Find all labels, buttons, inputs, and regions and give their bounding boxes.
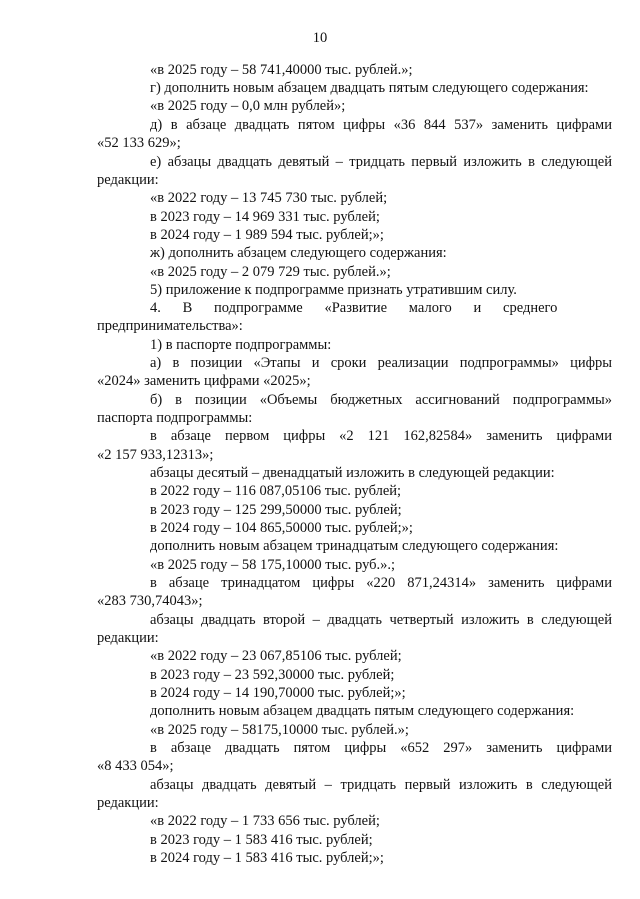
text-line: редакции: (97, 630, 159, 646)
text-line: в абзаце тринадцатом цифры «220 871,24314» заменить цифрами (150, 575, 612, 591)
text-line: в 2022 году – 116 087,05106 тыс. рублей; (150, 483, 402, 499)
text-line: «в 2025 году – 58 741,40000 тыс. рублей.»; (150, 62, 413, 78)
text-line: дополнить новым абзацем тринадцатым следующего содержания: (150, 538, 559, 554)
text-line: «в 2025 году – 58 175,10000 тыс. руб.».; (150, 557, 396, 573)
text-line: «в 2022 году – 1 733 656 тыс. рублей; (150, 813, 380, 829)
text-line: «в 2025 году – 0,0 млн рублей»; (150, 98, 346, 114)
text-line: предпринимательства»: (97, 318, 243, 334)
text-line: г) дополнить новым абзацем двадцать пятым следующего содержания: (150, 80, 589, 96)
text-line: в 2024 году – 1 583 416 тыс. рублей;»; (150, 850, 384, 866)
text-line: д) в абзаце двадцать пятом цифры «36 844 537» заменить цифрами (150, 117, 612, 133)
text-line: «в 2022 году – 13 745 730 тыс. рублей; (150, 190, 388, 206)
text-line: дополнить новым абзацем двадцать пятым следующего содержания: (150, 703, 575, 719)
text-line: «2024» заменить цифрами «2025»; (97, 373, 311, 389)
text-line: «2 157 933,12313»; (97, 447, 214, 463)
text-line: б) в позиции «Объемы бюджетных ассигнований подпрограммы» (150, 392, 612, 408)
text-line: е) абзацы двадцать девятый – тридцать первый изложить в следующей (150, 154, 612, 170)
page-number: 10 (312, 30, 328, 46)
text-line: 5) приложение к подпрограмме признать утратившим силу. (150, 282, 517, 298)
text-line: в 2024 году – 104 865,50000 тыс. рублей;»; (150, 520, 413, 536)
text-line: абзацы двадцать второй – двадцать четвертый изложить в следующей (150, 612, 612, 628)
text-line: в абзаце двадцать пятом цифры «652 297» заменить цифрами (150, 740, 612, 756)
text-line: в 2023 году – 1 583 416 тыс. рублей; (150, 832, 373, 848)
text-line: абзацы двадцать девятый – тридцать первый изложить в следующей (150, 777, 612, 793)
text-line: редакции: (97, 795, 159, 811)
text-line: в 2023 году – 125 299,50000 тыс. рублей; (150, 502, 402, 518)
text-line: в 2024 году – 14 190,70000 тыс. рублей;»; (150, 685, 406, 701)
text-line: 1) в паспорте подпрограммы: (150, 337, 332, 353)
text-line: паспорта подпрограммы: (97, 410, 253, 426)
text-line: «283 730,74043»; (97, 593, 203, 609)
text-line: ж) дополнить абзацем следующего содержания: (150, 245, 447, 261)
text-line: «52 133 629»; (97, 135, 181, 151)
text-line: «в 2022 году – 23 067,85106 тыс. рублей; (150, 648, 402, 664)
text-line: «8 433 054»; (97, 758, 174, 774)
text-line: в 2023 году – 23 592,30000 тыс. рублей; (150, 667, 395, 683)
text-line: в 2023 году – 14 969 331 тыс. рублей; (150, 209, 380, 225)
text-line: в абзаце первом цифры «2 121 162,82584» заменить цифрами (150, 428, 612, 444)
text-line: в 2024 году – 1 989 594 тыс. рублей;»; (150, 227, 384, 243)
text-line: 4. В подпрограмме «Развитие малого и среднего (150, 300, 558, 316)
text-line: «в 2025 году – 58175,10000 тыс. рублей.»; (150, 722, 409, 738)
text-line: редакции: (97, 172, 159, 188)
text-line: «в 2025 году – 2 079 729 тыс. рублей.»; (150, 264, 391, 280)
text-line: абзацы десятый – двенадцатый изложить в следующей редакции: (150, 465, 555, 481)
text-line: а) в позиции «Этапы и сроки реализации подпрограммы» цифры (150, 355, 612, 371)
